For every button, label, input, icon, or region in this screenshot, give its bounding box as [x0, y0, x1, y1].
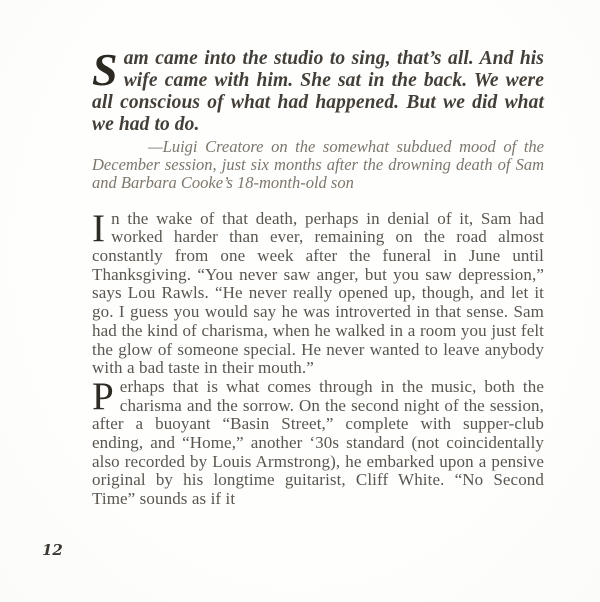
paragraph-2-text: erhaps that is what comes through in the music, both the charisma and the sorrow. On the second night of the session, after a buoyant “Basin Street,” complete with supper-club ending, and “Home,” another ‘30s standard (not coincidentally also recorded by Louis Armstrong), he embarked upon a pensive original by his longtime guitarist, Cliff White. “No Second Time” sounds as if it — [92, 376, 544, 509]
quote-text: am came into the studio to sing, that’s all. And his wife came with him. She sat in the back. We were all conscious of what had happened. But we did what we had to do. — [92, 48, 544, 135]
quote-dropcap: S — [92, 44, 118, 95]
paragraph-1-dropcap: I — [92, 206, 106, 250]
body-paragraph-1 — [92, 206, 544, 378]
quote-attribution: —Luigi Creatore on the somewhat subdued mood of the December session, just six months after the drowning death of Sam and Barbara Cooke’s 18-month-old son — [92, 137, 544, 193]
paragraph-1-text: n the wake of that death, perhaps in denial of it, Sam had worked harder than ever, remaining on the road almost constantly from one week after the funeral in June until Thanksgiving. “You never saw anger, but you saw depression,” says Lou Rawls. “He never really opened up, though, and let it go. I guess you would say he was introverted in that sense. Sam had the kind of charisma, when he walked in a room you just felt the glow of someone special. He never wanted to leave anybody with a bad taste in their mouth.” — [92, 208, 544, 378]
pull-quote — [92, 44, 544, 136]
body-paragraph-2 — [92, 374, 544, 509]
paragraph-2-dropcap: P — [92, 374, 114, 418]
text-column — [92, 44, 544, 509]
page-number: 12 — [42, 541, 63, 559]
